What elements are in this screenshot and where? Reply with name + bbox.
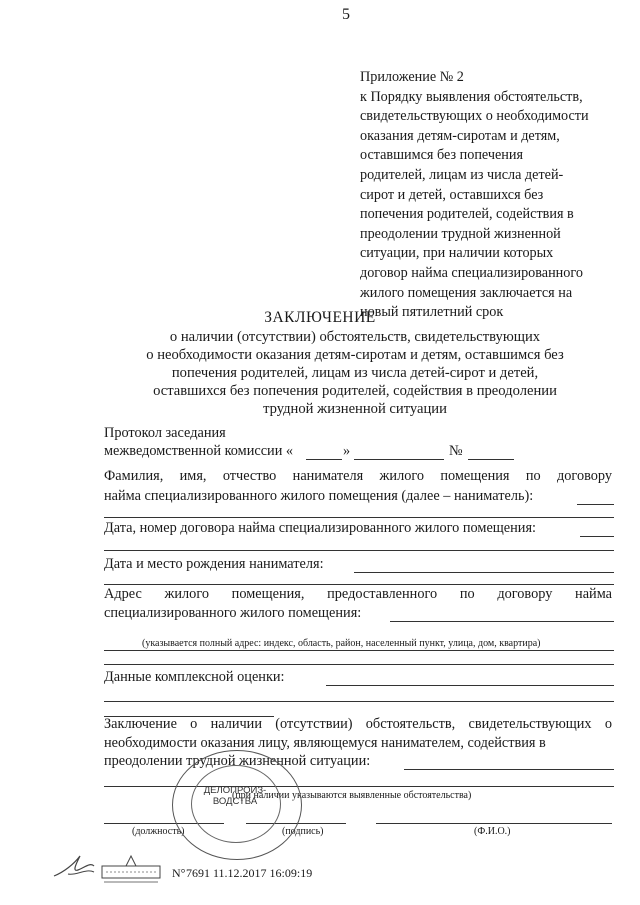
- appendix-line: Приложение № 2: [360, 69, 464, 85]
- conclusion-field[interactable]: [404, 769, 614, 770]
- protocol-commission-label: межведомственной комиссии «: [104, 443, 294, 459]
- subtitle-line: трудной жизненной ситуации: [263, 401, 447, 417]
- name-field[interactable]: [376, 823, 612, 824]
- registry-logo-icon: [100, 852, 164, 886]
- contract-label: Дата, номер договора найма специализированного жилого помещения:: [104, 520, 537, 536]
- tenant-name-field-line[interactable]: [104, 517, 614, 518]
- subtitle-line: о необходимости оказания детям-сиротам и детям, оставшимся без: [146, 347, 564, 363]
- tenant-name-label: Фамилия, имя, отчество нанимателя жилого помещения по договору: [104, 468, 612, 484]
- document-subtitle: [120, 328, 590, 418]
- conclusion-label-cont: необходимости оказания лицу, являющемуся нанимателем, содействия в: [104, 735, 546, 751]
- birth-field[interactable]: [354, 572, 614, 573]
- appendix-line: жилого помещения заключается на: [360, 284, 573, 301]
- protocol-label: Протокол заседания: [104, 425, 226, 441]
- address-extra-line[interactable]: [104, 664, 614, 665]
- tenant-name-label-cont: найма специализированного жилого помещения (далее – наниматель):: [104, 488, 534, 504]
- name-caption: (Ф.И.О.): [474, 826, 511, 837]
- address-field-line[interactable]: [104, 650, 614, 651]
- protocol-number-field[interactable]: [468, 459, 514, 460]
- registration-text: 7691 11.12.2017 16:09:19: [186, 866, 313, 880]
- assessment-label: Данные комплексной оценки:: [104, 669, 285, 685]
- contract-field-line[interactable]: [104, 550, 614, 551]
- stamp-line: ВОДСТВА: [212, 796, 258, 807]
- page-number: 5: [342, 6, 350, 23]
- document-title: ЗАКЛЮЧЕНИЕ: [264, 309, 376, 326]
- appendix-line: оказания детям-сиротам и детям,: [360, 127, 560, 144]
- birth-field-line[interactable]: [104, 584, 614, 585]
- appendix-line: новый пятилетний срок: [360, 304, 504, 321]
- subtitle-line: о наличии (отсутствии) обстоятельств, свидетельствующих: [169, 329, 541, 345]
- assessment-field[interactable]: [326, 685, 614, 686]
- address-hint: (указывается полный адрес: индекс, область, район, населенный пункт, улица, дом, квартира): [142, 638, 541, 649]
- conclusion-label: Заключение о наличии (отсутствии) обстоятельств, свидетельствующих о: [104, 716, 612, 732]
- appendix-line: ситуации, при наличии которых: [360, 245, 554, 262]
- stamp-line: ДЕЛОПРОИЗ-: [203, 785, 267, 796]
- appendix-line: оставшимся без попечения: [360, 147, 523, 164]
- registration-mark: N°: [172, 866, 186, 880]
- conclusion-hint: (при наличии указываются выявленные обстоятельства): [232, 790, 472, 801]
- appendix-line: свидетельствующих о необходимости: [360, 108, 589, 125]
- stamp-text: [173, 785, 297, 807]
- appendix-line: сирот и детей, оставшихся без: [360, 186, 544, 203]
- subtitle-line: оставшихся без попечения родителей, содействия в преодолении: [153, 383, 557, 399]
- address-label: Адрес жилого помещения, предоставленного по договору найма: [104, 586, 612, 602]
- assessment-field-line[interactable]: [104, 701, 614, 702]
- address-field[interactable]: [390, 621, 614, 622]
- protocol-date-field[interactable]: [354, 459, 444, 460]
- appendix-line: родителей, лицам из числа детей-: [360, 166, 564, 183]
- appendix-line: договор найма специализированного: [360, 264, 583, 281]
- birth-label: Дата и место рождения нанимателя:: [104, 556, 324, 572]
- protocol-number-sign: №: [449, 443, 463, 459]
- tenant-name-field[interactable]: [577, 504, 614, 505]
- signature-caption: (подпись): [282, 826, 324, 837]
- protocol-quote-close: »: [343, 443, 351, 459]
- conclusion-label-end: преодолении трудной жизненной ситуации:: [104, 753, 371, 769]
- appendix-line: преодолении трудной жизненной: [360, 225, 561, 242]
- appendix-block: [360, 68, 622, 323]
- protocol-day-field[interactable]: [306, 459, 342, 460]
- office-stamp: [172, 750, 302, 860]
- contract-field[interactable]: [580, 536, 614, 537]
- appendix-line: к Порядку выявления обстоятельств,: [360, 88, 583, 105]
- appendix-line: попечения родителей, содействия в: [360, 206, 574, 223]
- position-caption: (должность): [132, 826, 185, 837]
- address-label-cont: специализированного жилого помещения:: [104, 605, 362, 621]
- subtitle-line: попечения родителей, лицам из числа детей-сирот и детей,: [171, 365, 539, 381]
